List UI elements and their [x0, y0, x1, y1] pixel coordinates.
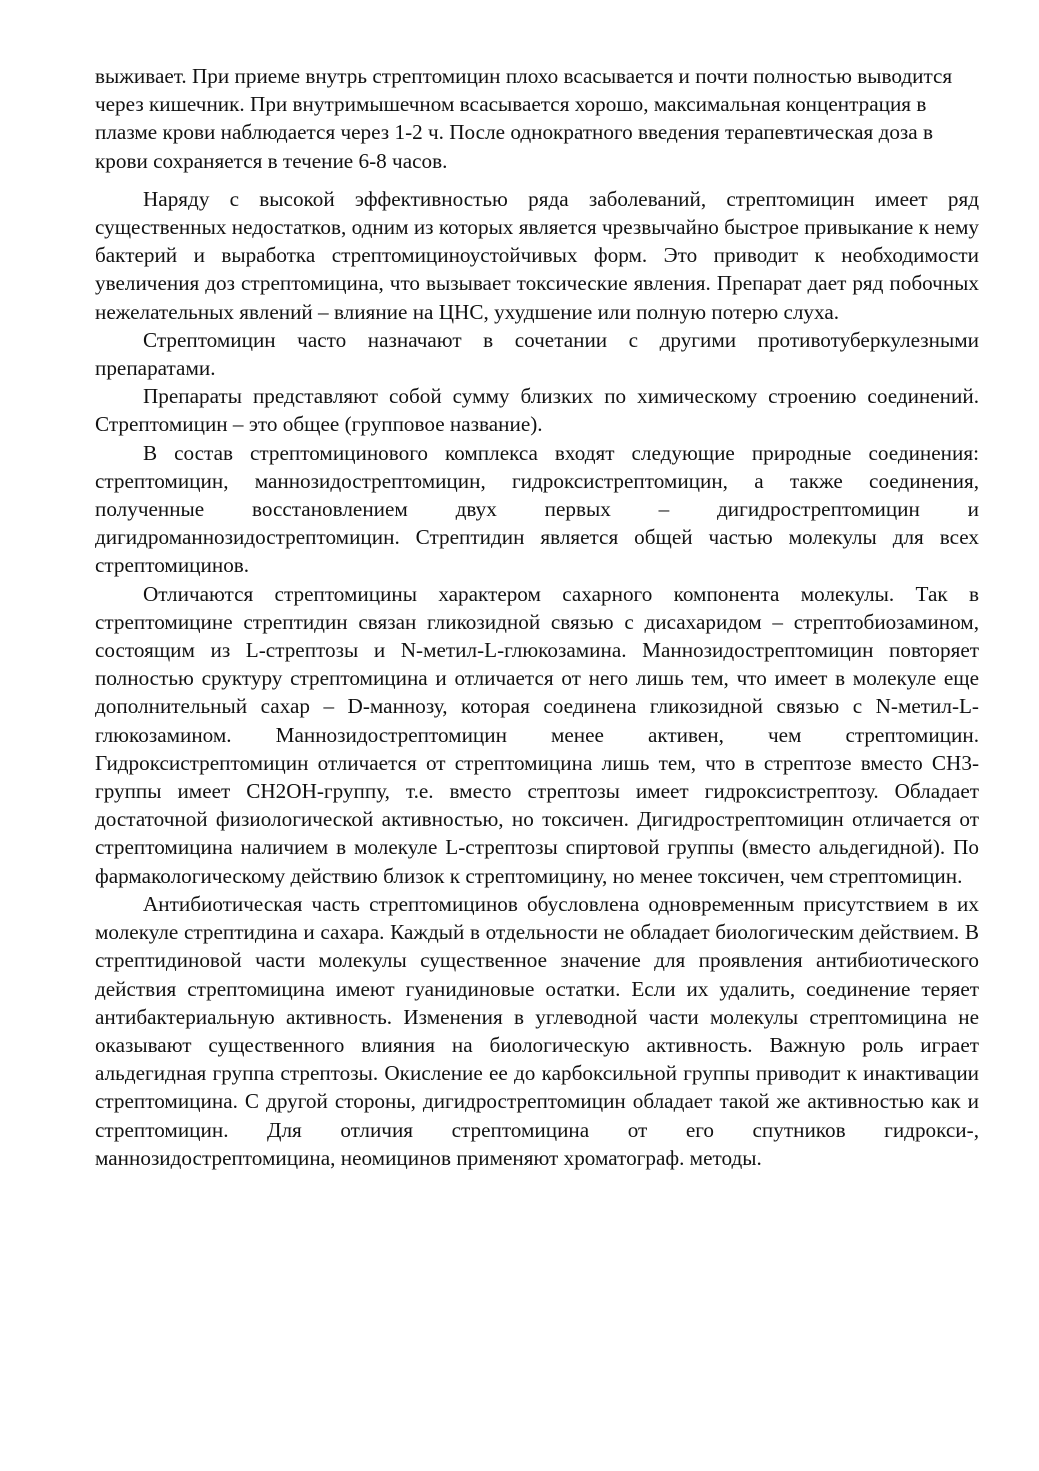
paragraph-6: Отличаются стрептомицины характером сахарного компонента молекулы. Так в стрептомицине стрептидин связан гликозидной связью с дисахаридом – стрептобиозамином, состоящим из L-стрептозы и N-метил-L-глюкозамина. Маннозидострептомицин повторяет полностью сруктуру стрептомицина и отличается от него лишь тем, что имеет в молекуле еще дополнительный сахар – D-маннозу, которая соединена гликозидной связью с N-метил-L-глюкозамином. Маннозидострептомицин менее активен, чем стрептомицин. Гидроксистрептомицин отличается от стрептомицина лишь тем, что в стрептозе вместо СН3-группы имеет СН2ОН-группу, т.е. вместо стрептозы имеет гидроксистрептозу. Обладает достаточной физиологической активностью, но токсичен. Дигидрострептомицин отличается от стрептомицина наличием в молекуле L-стрептозы спиртовой группы (вместо альдегидной). По фармакологическому действию близок к стрептомицину, но менее токсичен, чем стрептомицин.: [95, 581, 979, 888]
paragraph-1: выживает. При приеме внутрь стрептомицин плохо всасывается и почти полностью выводится через кишечник. При внутримышечном всасывается хорошо, максимальная концентрация в плазме крови наблюдается через 1-2 ч. После однократного введения терапевтическая доза в крови сохраняется в течение 6-8 часов.: [95, 64, 953, 173]
paragraph-4: Препараты представляют собой сумму близких по химическому строению соединений. Стрептомицин – это общее (групповое название).: [95, 384, 979, 437]
paragraph-5: В состав стрептомицинового комплекса входят следующие природные соединения: стрептомицин, маннозидострептомицин, гидроксистрептомицин, а также соединения, полученные восстановлением двух первых – дигидрострептомицин и дигидроманнозидострептомицин. Стрептидин является общей частью молекулы для всех стрептомицинов.: [95, 440, 979, 578]
paragraph-2: Наряду с высокой эффективностью ряда заболеваний, стрептомицин имеет ряд существенных недостатков, одним из которых является чрезвычайно быстрое привыкание к нему бактерий и выработка стрептомициноустойчивых форм. Это приводит к необходимости увеличения доз стрептомицина, что вызывает токсические явления. Препарат дает ряд побочных нежелательных явлений – влияние на ЦНС, ухудшение или полную потерю слуха.: [95, 186, 979, 324]
paragraph-3: Стрептомицин часто назначают в сочетании с другими противотуберкулезными препаратами.: [95, 327, 979, 381]
paragraph-7: Антибиотическая часть стрептомицинов обусловлена одновременным присутствием в их молекуле стрептидина и сахара. Каждый в отдельности не обладает биологическим действием. В стрептидиновой части молекулы существенное значение для проявления антибиотического действия стрептомицина имеют гуанидиновые остатки. Если их удалить, соединение теряет антибактериальную активность. Изменения в углеводной части молекулы стрептомицина не оказывают существенного влияния на биологическую активность. Важную роль играет альдегидная группа стрептозы. Окисление ее до карбоксильной группы приводит к инактивации стрептомицина. С другой стороны, дигидрострептомицин обладает такой же активностью как и стрептомицин. Для отличия стрептомицина от его спутников гидрокси-, маннозидострептомицина, неомицинов применяют хроматограф. методы.: [95, 891, 979, 1170]
document-page: [95, 62, 979, 1172]
